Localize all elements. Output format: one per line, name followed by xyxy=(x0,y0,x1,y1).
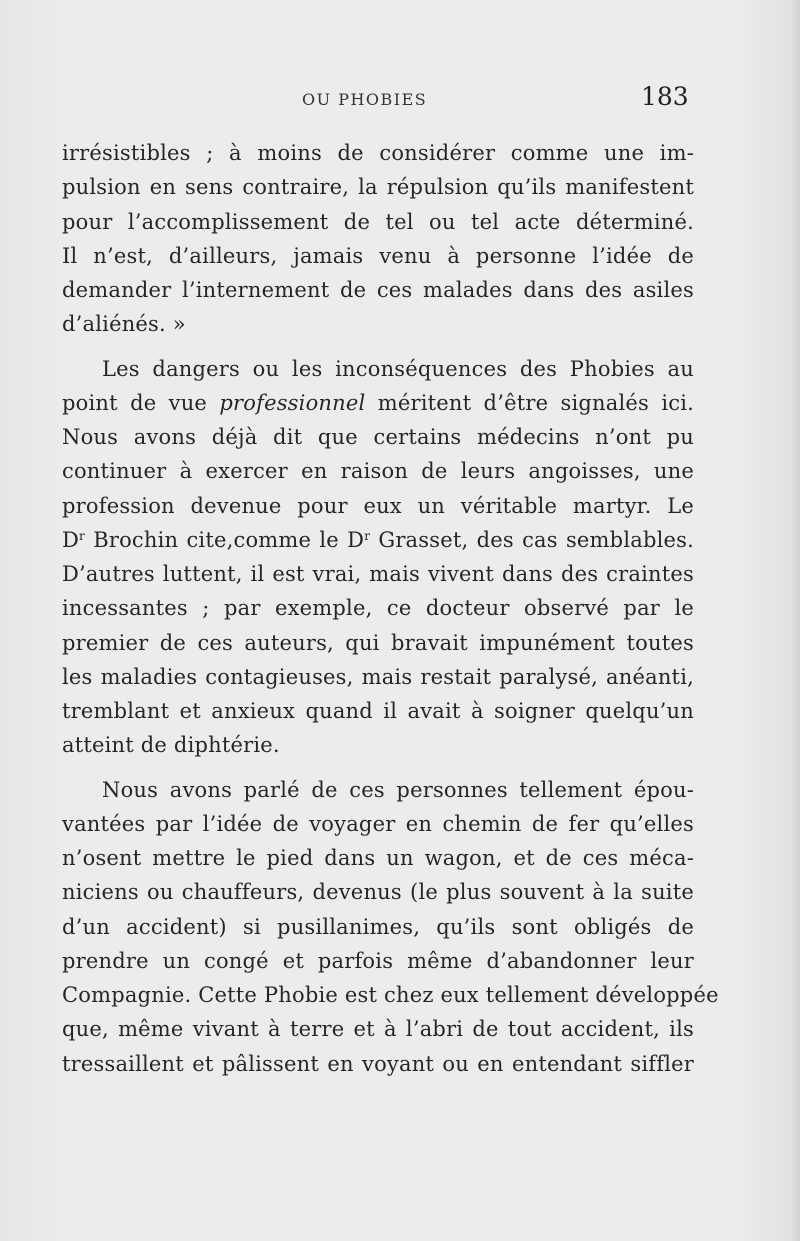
superscript: r xyxy=(79,528,85,543)
paragraph xyxy=(62,773,719,1081)
text-line: Nous avons déjà dit que certains médecins n’ont pu xyxy=(62,425,694,449)
paragraph-gap xyxy=(62,342,694,352)
text-line: continuer à exercer en raison de leurs angoisses, une xyxy=(62,459,694,484)
text-line: Nous avons parlé de ces personnes tellement épou- xyxy=(102,777,694,802)
text-run: point de vue xyxy=(62,390,220,415)
text-line: que, même vivant à terre et à l’abri de tout accident, ils xyxy=(62,1017,694,1042)
text-line: demander l’internement de ces malades dans des asiles xyxy=(62,278,694,302)
page-number: 183 xyxy=(641,82,689,111)
text-line xyxy=(62,386,694,420)
text-line: pulsion en sens contraire, la répulsion qu’ils manifestent xyxy=(62,175,694,200)
text-line: tremblant et anxieux quand il avait à soigner quelqu’un xyxy=(62,699,694,723)
text-line: prendre un congé et parfois même d’abandonner leur xyxy=(62,948,694,973)
page-header xyxy=(0,82,800,122)
text-line: atteint de diphtérie. xyxy=(62,733,280,758)
text-line: les maladies contagieuses, mais restait paralysé, anéanti, xyxy=(62,664,694,689)
text-line: D’autres luttent, il est vrai, mais vivent dans des craintes xyxy=(62,562,694,586)
paragraph-gap xyxy=(62,763,694,773)
running-title: OU PHOBIES xyxy=(302,90,428,109)
text-line: Les dangers ou les inconséquences des Phobies au xyxy=(102,356,694,381)
text-line: profession devenue pour eux un véritable martyr. Le xyxy=(62,493,694,518)
paragraph xyxy=(62,352,694,763)
text-line: Compagnie. Cette Phobie est chez eux tellement développée xyxy=(62,983,719,1007)
text-line: incessantes ; par exemple, ce docteur observé par le xyxy=(62,596,694,621)
text-run: Brochin cite,comme le D xyxy=(84,527,365,552)
text-line: d’un accident) si pusillanimes, qu’ils sont obligés de xyxy=(62,914,694,939)
text-line: n’osent mettre le pied dans un wagon, et de ces méca- xyxy=(62,846,694,870)
text-line: niciens ou chauffeurs, devenus (le plus souvent à la suite xyxy=(62,880,694,905)
text-run: méritent d’être signalés ici. xyxy=(365,390,694,415)
text-line: pour l’accomplissement de tel ou tel acte déterminé. xyxy=(62,209,694,234)
text-line: vantées par l’idée de voyager en chemin de fer qu’elles xyxy=(62,811,694,836)
text-line: premier de ces auteurs, qui bravait impunément toutes xyxy=(62,630,694,655)
text-line: irrésistibles ; à moins de considérer comme une im- xyxy=(62,141,694,165)
text-run: D xyxy=(62,527,80,552)
text-line: d’aliénés. » xyxy=(62,312,186,337)
italic-term: professionnel xyxy=(219,390,366,415)
paragraph xyxy=(62,136,694,342)
body-text xyxy=(62,136,719,1081)
text-line: tressaillent et pâlissent en voyant ou en entendant siffler xyxy=(62,1051,694,1076)
page-edge-shadow xyxy=(790,0,800,1241)
text-line: Il n’est, d’ailleurs, jamais venu à personne l’idée de xyxy=(62,243,694,268)
text-line xyxy=(62,523,694,557)
text-run: Grasset, des cas semblables. xyxy=(370,527,694,552)
superscript: r xyxy=(364,528,371,543)
